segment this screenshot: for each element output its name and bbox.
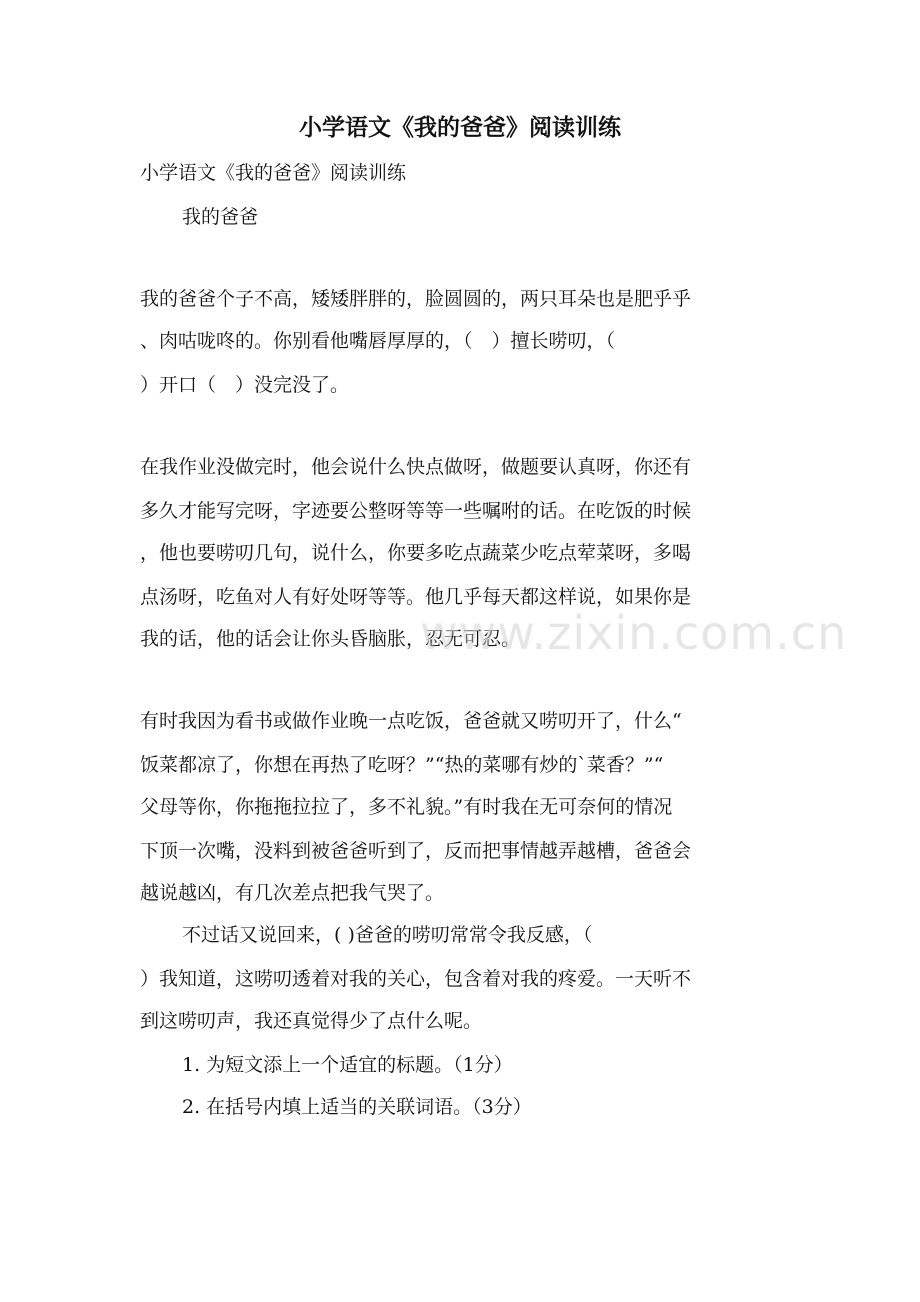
passage-title: 我的爸爸 [182,206,259,228]
paragraph3-line: 饭菜都凉了，你想在再热了吃呀？”“热的菜哪有炒的`菜香？”“ [140,754,664,776]
question-item: 2. 在括号内填上适当的关联词语。（3分） [182,1096,532,1118]
paragraph4-line: 到这唠叨声，我还真觉得少了点什么呢。 [140,1010,483,1032]
paragraph3-line: 下顶一次嘴，没料到被爸爸听到了，反而把事情越弄越槽，爸爸会 [140,840,692,862]
paragraph2-line: 点汤呀，吃鱼对人有好处呀等等。他几乎每天都这样说，如果你是 [140,586,692,608]
paragraph2-line: 在我作业没做完时，他会说什么快点做呀，做题要认真呀，你还有 [140,456,692,478]
document-subtitle: 小学语文《我的爸爸》阅读训练 [140,162,407,184]
paragraph1-line: 、肉咕咙咚的。你别看他嘴唇厚厚的，（ ）擅长唠叨，（ [140,330,616,352]
paragraph1-line: 我的爸爸个子不高，矮矮胖胖的，脸圆圆的，两只耳朵也是肥乎乎 [140,288,692,310]
document-title: 小学语文《我的爸爸》阅读训练 [299,114,621,141]
paragraph2-line: 我的话，他的话会让你头昏脑胀，忍无可忍。 [140,628,521,650]
paragraph2-line: 多久才能写完呀，字迹要公整呀等等一些嘱咐的话。在吃饭的时候 [140,500,692,522]
watermark: www.zixin.com.cn [420,606,848,660]
question-item: 1. 为短文添上一个适宜的标题。（1分） [182,1054,513,1076]
paragraph4-line: 不过话又说回来，( )爸爸的唠叨常常令我反感，（ [182,924,593,946]
paragraph2-line: ，他也要唠叨几句，说什么，你要多吃点蔬菜少吃点荤菜呀，多喝 [140,542,692,564]
paragraph3-line: 越说越凶，有几次差点把我气哭了。 [140,882,445,904]
paragraph3-line: 父母等你，你拖拖拉拉了，多不礼貌。”有时我在无可奈何的情况 [140,796,673,818]
paragraph1-line: ）开口（ ）没完没了。 [140,374,350,396]
paragraph3-line: 有时我因为看书或做作业晚一点吃饭，爸爸就又唠叨开了，什么“ [140,710,682,732]
paragraph4-line: ）我知道，这唠叨透着对我的关心，包含着对我的疼爱。一天听不 [140,968,692,990]
